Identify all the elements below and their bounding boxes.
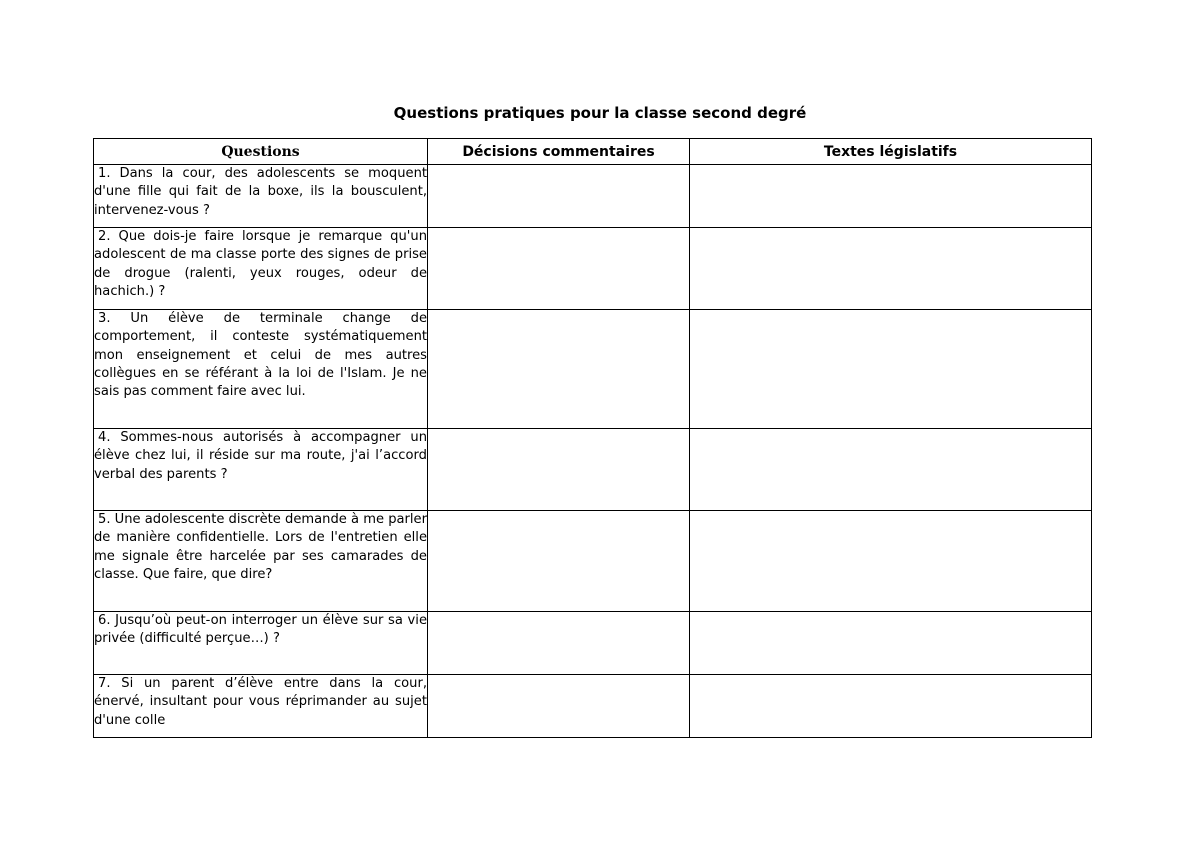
question-cell (94, 612, 428, 675)
decision-cell (428, 228, 690, 310)
decision-cell (428, 675, 690, 738)
texte-cell (690, 429, 1092, 511)
header-decisions-commentaires: Décisions commentaires (428, 139, 690, 165)
table-row (94, 429, 1092, 511)
question-cell (94, 429, 428, 511)
question-cell (94, 310, 428, 429)
question-text: 6. Jusqu’où peut-on interroger un élève sur sa vie privée (difficulté perçue…) ? (94, 613, 427, 647)
question-cell (94, 165, 428, 228)
table-header-row (94, 139, 1092, 165)
question-text: 7. Si un parent d’élève entre dans la cour, énervé, insultant pour vous réprimander au sujet d'une colle (94, 676, 427, 728)
questions-table (93, 138, 1092, 738)
table-row (94, 310, 1092, 429)
table-row (94, 165, 1092, 228)
question-text: 1. Dans la cour, des adolescents se moquent d'une fille qui fait de la boxe, ils la bousculent, intervenez-vous ? (94, 166, 427, 218)
decision-cell (428, 165, 690, 228)
header-textes-legislatifs: Textes législatifs (690, 139, 1092, 165)
decision-cell (428, 429, 690, 511)
header-questions: Questions (94, 139, 428, 165)
question-text: 3. Un élève de terminale change de comportement, il conteste systématiquement mon enseignement et celui de mes autres collègues en se référant à la loi de l'Islam. Je ne sais pas comment faire avec lui. (94, 311, 427, 400)
texte-cell (690, 228, 1092, 310)
decision-cell (428, 310, 690, 429)
question-text: 5. Une adolescente discrète demande à me parler de manière confidentielle. Lors de l'entretien elle me signale être harcelée par ses camarades de classe. Que faire, que dire? (94, 512, 427, 582)
table-row (94, 228, 1092, 310)
texte-cell (690, 310, 1092, 429)
document-title: Questions pratiques pour la classe second degré (393, 104, 807, 122)
decision-cell (428, 612, 690, 675)
table-row (94, 511, 1092, 612)
texte-cell (690, 511, 1092, 612)
table-row (94, 675, 1092, 738)
table-row (94, 612, 1092, 675)
question-text: 2. Que dois-je faire lorsque je remarque qu'un adolescent de ma classe porte des signes de prise de drogue (ralenti, yeux rouges, odeur de hachich.) ? (94, 229, 427, 299)
question-cell (94, 675, 428, 738)
texte-cell (690, 165, 1092, 228)
question-text: 4. Sommes-nous autorisés à accompagner un élève chez lui, il réside sur ma route, j'ai l’accord verbal des parents ? (94, 430, 427, 482)
question-cell (94, 511, 428, 612)
texte-cell (690, 675, 1092, 738)
texte-cell (690, 612, 1092, 675)
decision-cell (428, 511, 690, 612)
question-cell (94, 228, 428, 310)
